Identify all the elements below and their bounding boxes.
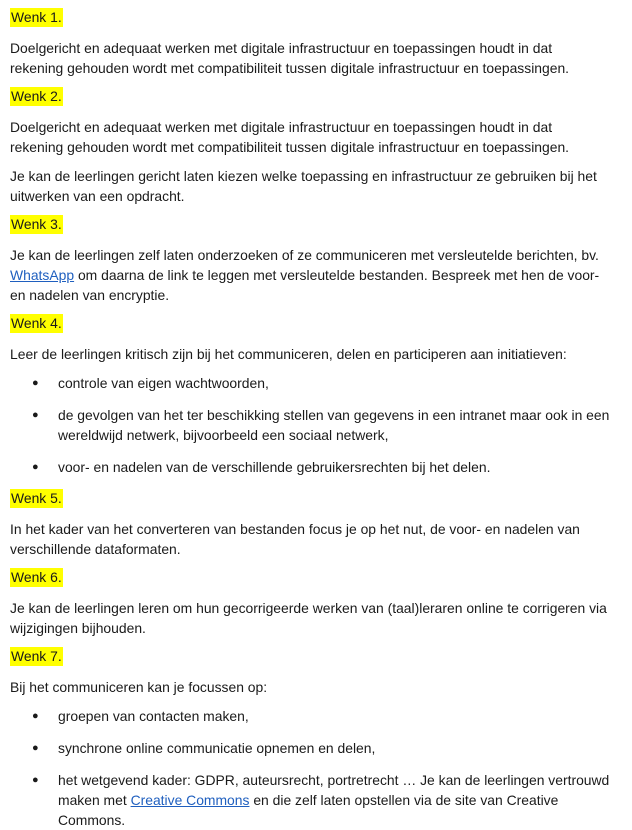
list-item-text: groepen van contacten maken, [58, 708, 249, 724]
wenk-4-paragraph: Leer de leerlingen kritisch zijn bij het communiceren, delen en participeren aan initiatieven: [10, 346, 567, 362]
wenk-4-list [10, 373, 620, 477]
wenk-6-paragraph: Je kan de leerlingen leren om hun gecorrigeerde werken van (taal)leraren online te corrigeren via wijzigingen bijhouden. [10, 600, 607, 636]
list-item-text-before: het wetgevend kader: GDPR, auteursrecht, portretrecht … Je kan de leerlingen vertrouwd maken met [58, 772, 610, 808]
wenk-2-heading: Wenk 2. [11, 88, 62, 104]
list-item-text: voor- en nadelen van de verschillende gebruikersrechten bij het delen. [58, 459, 491, 475]
bullet-icon: ● [32, 774, 39, 786]
bullet-icon: ● [32, 710, 39, 722]
wenk-5-heading: Wenk 5. [11, 490, 62, 506]
wenk-2-paragraph-2: Je kan de leerlingen gericht laten kiezen welke toepassing en infrastructuur ze gebruiken bij het uitwerken van een opdracht. [10, 168, 597, 204]
list-item [10, 405, 614, 445]
wenk-7-list [10, 706, 620, 830]
wenk-5-paragraph: In het kader van het converteren van bestanden focus je op het nut, de voor- en nadelen van verschillende dataformaten. [10, 521, 580, 557]
list-item-text: controle van eigen wachtwoorden, [58, 375, 269, 391]
list-item [10, 457, 614, 477]
list-item [10, 706, 614, 726]
wenk-6-heading: Wenk 6. [11, 569, 62, 585]
list-item [10, 738, 614, 758]
list-item-text-after: en die zelf laten opstellen via de site van Creative Commons. [58, 792, 559, 828]
bullet-icon: ● [32, 742, 39, 754]
bullet-icon: ● [32, 461, 39, 473]
wenk-4-heading: Wenk 4. [11, 315, 62, 331]
list-item [10, 770, 614, 830]
wenk-2-paragraph-1: Doelgericht en adequaat werken met digitale infrastructuur en toepassingen houdt in dat rekening gehouden wordt met compatibiliteit tussen digitale infrastructuur en toepassingen. [10, 119, 570, 155]
wenk-3-heading: Wenk 3. [11, 216, 62, 232]
list-item-text: synchrone online communicatie opnemen en delen, [58, 740, 376, 756]
wenk-7-heading: Wenk 7. [11, 648, 62, 664]
wenk-1-heading: Wenk 1. [11, 9, 62, 25]
list-item-text: de gevolgen van het ter beschikking stellen van gegevens in een intranet maar ook in een wereldwijd netwerk, bijvoorbeeld een sociaal netwerk, [58, 407, 610, 443]
whatsapp-link[interactable]: WhatsApp [10, 267, 75, 283]
bullet-icon: ● [32, 377, 39, 389]
creative-commons-link[interactable]: Creative Commons [130, 792, 250, 808]
wenk-3-text-before: Je kan de leerlingen zelf laten onderzoeken of ze communiceren met versleutelde berichten, bv. [10, 247, 599, 263]
list-item [10, 373, 614, 393]
bullet-icon: ● [32, 409, 39, 421]
wenk-1-paragraph: Doelgericht en adequaat werken met digitale infrastructuur en toepassingen houdt in dat rekening gehouden wordt met compatibiliteit tussen digitale infrastructuur en toepassingen. [10, 40, 570, 76]
wenk-3-paragraph [10, 245, 608, 305]
wenk-3-text-after: om daarna de link te leggen met versleutelde bestanden. Bespreek met hen de voor- en nadelen van encryptie. [10, 267, 600, 303]
wenk-7-paragraph: Bij het communiceren kan je focussen op: [10, 679, 268, 695]
